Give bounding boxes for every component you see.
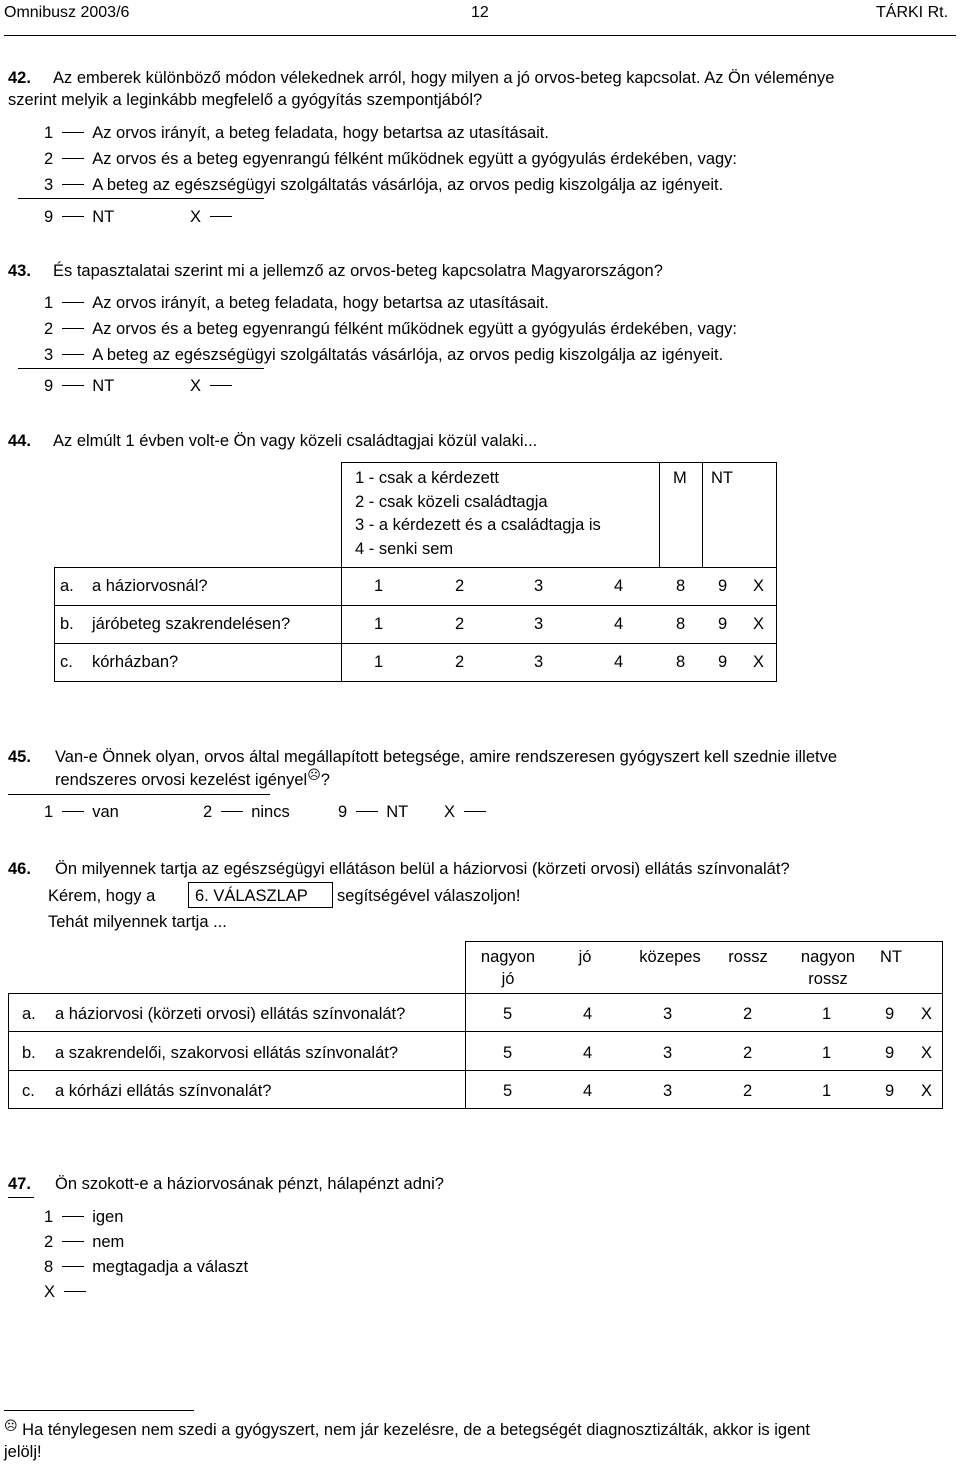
footnote-line1 [4,1418,811,1440]
q47-number-underline [8,1197,34,1198]
answer-code[interactable]: 8 [676,653,686,671]
option-label: Az orvos és a beteg egyenrangú félként működnek együtt a gyógyulás érdekében, vagy: [92,150,738,168]
col-line1: nagyon [480,948,536,966]
answer-code[interactable]: 9 [718,653,728,671]
q43-option-3[interactable] [44,346,723,365]
q46-col-3 [625,948,715,967]
q46-instruction-2: Tehát milyennek tartja ... [48,913,227,931]
footnote-rule [4,1410,194,1411]
dash [210,216,232,217]
option-label: A beteg az egészségügyi szolgáltatás vásárlója, az orvos pedig kiszolgálja az igényeit. [92,346,724,364]
row-label: kórházban? [92,653,179,671]
dash [62,1266,84,1267]
option-label: nem [92,1233,125,1251]
answer-code[interactable]: 2 [743,1082,753,1100]
q47-option-2[interactable] [44,1233,124,1252]
answer-code[interactable]: 5 [503,1082,513,1100]
q47-number: 47. [8,1175,31,1193]
q45-option-9[interactable] [338,803,408,822]
option-code: X [444,803,456,821]
q42-option-2[interactable] [44,150,737,169]
col-line2: rossz [808,969,848,988]
option-label: megtagadja a választ [92,1258,249,1276]
q42-text-line2: szerint melyik a leginkább megfelelő a gyógyítás szempontjából? [8,91,483,109]
q44-legend-2: 2 - csak közeli családtagja [355,493,548,511]
answer-code[interactable]: 9 [885,1082,895,1100]
answer-code[interactable]: 8 [676,615,686,633]
answer-code[interactable]: 2 [455,577,465,595]
option-code: 2 [44,150,54,168]
answer-code[interactable]: X [753,615,765,633]
option-code: 2 [44,320,54,338]
dash [221,811,243,812]
answer-code[interactable]: 3 [663,1044,673,1062]
q46-col-1 [466,948,550,989]
dash [464,811,486,812]
q46-col-4 [718,948,778,967]
option-code: X [190,377,202,395]
q45-separator [8,794,270,795]
answer-code[interactable]: 1 [374,653,384,671]
answer-code[interactable]: 9 [885,1044,895,1062]
answer-code[interactable]: 3 [663,1005,673,1023]
option-label: NT [386,803,409,821]
answer-code[interactable]: 2 [743,1005,753,1023]
q46-number: 46. [8,860,31,878]
q45-text-line2 [55,767,330,790]
dash [62,385,84,386]
row-letter: a. [60,577,74,595]
q43-text: És tapasztalatai szerint mi a jellemző az orvos-beteg kapcsolatra Magyarországon? [53,262,663,280]
q46-col-2 [555,948,615,967]
q44-legend-1: 1 - csak a kérdezett [355,469,499,487]
q47-option-8[interactable] [44,1258,248,1277]
option-code: 3 [44,176,54,194]
row-label: a háziorvosnál? [92,577,208,595]
answer-code[interactable]: 9 [718,615,728,633]
q42-option-1[interactable] [44,124,549,143]
q43-option-2[interactable] [44,320,737,339]
dash [62,328,84,329]
option-code: 1 [44,803,54,821]
q46-text: Ön milyennek tartja az egészségügyi ellátáson belül a háziorvosi (körzeti orvosi) ellátás színvonalát? [55,860,790,878]
option-code: 8 [44,1258,54,1276]
option-code: 3 [44,346,54,364]
page-number: 12 [471,4,489,21]
q46-instruction [48,887,155,906]
option-code: 2 [44,1233,54,1251]
q42-option-9[interactable] [44,208,114,227]
option-label: NT [92,208,115,226]
col-line2: jó [501,969,515,988]
answer-card-label: 6. VÁLASZLAP [195,887,308,905]
dash [62,302,84,303]
answer-code[interactable]: 4 [583,1005,593,1023]
row-letter: c. [22,1082,35,1100]
dash [62,132,84,133]
answer-code[interactable]: 1 [822,1082,832,1100]
answer-code[interactable]: 2 [455,653,465,671]
q45-option-2[interactable] [203,803,290,822]
answer-code[interactable]: 1 [822,1005,832,1023]
option-code: 1 [44,124,54,142]
answer-code[interactable]: X [753,577,765,595]
row-letter: c. [60,653,73,671]
answer-code[interactable]: 3 [534,653,544,671]
answer-code[interactable]: 8 [676,577,686,595]
q43-option-9[interactable] [44,377,114,396]
q42-text-line1: Az emberek különböző módon vélekednek arról, hogy milyen a jó orvos-beteg kapcsolat. Az Ön véleménye [53,69,835,87]
q44-col-m: M [673,469,687,487]
row-letter: a. [22,1005,36,1023]
q45-text-line2-end: ? [320,771,330,789]
row-label: a háziorvosi (körzeti orvosi) ellátás színvonalát? [55,1005,406,1023]
option-label: A beteg az egészségügyi szolgáltatás vásárlója, az orvos pedig kiszolgálja az igényeit. [92,176,724,194]
q42-number: 42. [8,69,31,87]
answer-code[interactable]: 4 [583,1082,593,1100]
answer-code[interactable]: 2 [743,1044,753,1062]
q42-separator [18,198,264,199]
option-label: igen [92,1208,124,1226]
answer-code[interactable]: 9 [718,577,728,595]
row-label: a szakrendelői, szakorvosi ellátás színvonalát? [55,1044,399,1062]
option-label: Az orvos irányít, a beteg feladata, hogy betartsa az utasításait. [92,124,549,142]
q46-col-5 [786,948,870,989]
option-code: 9 [44,208,54,226]
instruction-pre: Kérem, hogy a [48,887,156,905]
dash [62,354,84,355]
answer-code[interactable]: 2 [455,615,465,633]
option-code: 9 [44,377,54,395]
answer-code[interactable]: 1 [374,615,384,633]
q44-col-nt: NT [711,469,733,487]
frown-icon: ☹ [4,1418,18,1433]
q45-text-line2-main: rendszeres orvosi kezelést igényel [55,771,308,789]
q45-option-x[interactable] [444,803,494,822]
dash [62,158,84,159]
header-left: Omnibusz 2003/6 [4,4,130,21]
q44-number: 44. [8,432,31,450]
col-line1: jó [578,948,592,966]
row-letter: b. [60,615,74,633]
q43-option-x[interactable] [190,377,240,396]
answer-code[interactable]: 1 [374,577,384,595]
answer-code[interactable]: X [753,653,765,671]
q44-text: Az elmúlt 1 évben volt-e Ön vagy közeli családtagjai közül valaki... [53,432,538,450]
q43-number: 43. [8,262,31,280]
option-code: 2 [203,803,213,821]
col-line1: rossz [728,948,768,966]
q47-option-x[interactable] [44,1283,94,1302]
option-label: nincs [251,803,290,821]
header-right: TÁRKI Rt. [876,4,949,21]
answer-code[interactable]: 4 [614,577,624,595]
option-code: X [190,208,202,226]
option-label: NT [92,377,115,395]
answer-code[interactable]: X [921,1005,933,1023]
q46-col-6 [880,948,902,967]
option-label: Az orvos és a beteg egyenrangú félként működnek együtt a gyógyulás érdekében, vagy: [92,320,738,338]
answer-code[interactable]: 4 [583,1044,593,1062]
q45-number: 45. [8,748,31,766]
answer-code[interactable]: 5 [503,1005,513,1023]
footnote-text: Ha ténylegesen nem szedi a gyógyszert, nem jár kezelésre, de a betegségét diagnosztizálták, akkor is igent [22,1421,811,1439]
q44-legend-4: 4 - senki sem [355,540,454,558]
answer-code[interactable]: X [921,1082,933,1100]
q47-option-1[interactable] [44,1208,123,1227]
q42-option-3[interactable] [44,176,723,195]
answer-code[interactable]: 4 [614,615,624,633]
dash [62,184,84,185]
answer-code[interactable]: X [921,1044,933,1062]
col-line1: nagyon [800,948,856,966]
q47-text: Ön szokott-e a háziorvosának pénzt, hálapénzt adni? [55,1175,444,1193]
answer-code[interactable]: 5 [503,1044,513,1062]
header-rule [4,35,956,36]
option-code: 1 [44,294,54,312]
dash [210,385,232,386]
option-code: 1 [44,1208,54,1226]
q45-text-line1: Van-e Önnek olyan, orvos által megállapított betegsége, amire rendszeresen gyógyszert kell szednie illetve [55,748,838,766]
q42-option-x[interactable] [190,208,240,227]
footnote-line2: jelölj! [4,1443,42,1461]
col-line1: NT [880,948,902,966]
answer-code[interactable]: 3 [534,615,544,633]
instruction-post: segítségével válaszoljon! [337,887,521,905]
answer-code[interactable]: 3 [663,1082,673,1100]
col-line1: közepes [639,948,701,966]
row-label: járóbeteg szakrendelésen? [92,615,291,633]
answer-code[interactable]: 1 [822,1044,832,1062]
q43-option-1[interactable] [44,294,549,313]
dash [62,1241,84,1242]
q44-legend-3: 3 - a kérdezett és a családtagja is [355,516,601,534]
answer-code[interactable]: 3 [534,577,544,595]
dash [356,811,378,812]
option-label: Az orvos irányít, a beteg feladata, hogy betartsa az utasításait. [92,294,549,312]
dash [62,216,84,217]
dash [64,1291,86,1292]
dash [62,811,84,812]
dash [62,1216,84,1217]
answer-code[interactable]: 4 [614,653,624,671]
row-label: a kórházi ellátás színvonalát? [55,1082,272,1100]
option-code: 9 [338,803,348,821]
answer-code[interactable]: 9 [885,1005,895,1023]
frown-icon: ☹ [307,767,321,782]
q43-separator [18,368,264,369]
row-letter: b. [22,1044,36,1062]
q45-option-1[interactable] [44,803,119,822]
option-code: X [44,1283,56,1301]
option-label: van [92,803,119,821]
